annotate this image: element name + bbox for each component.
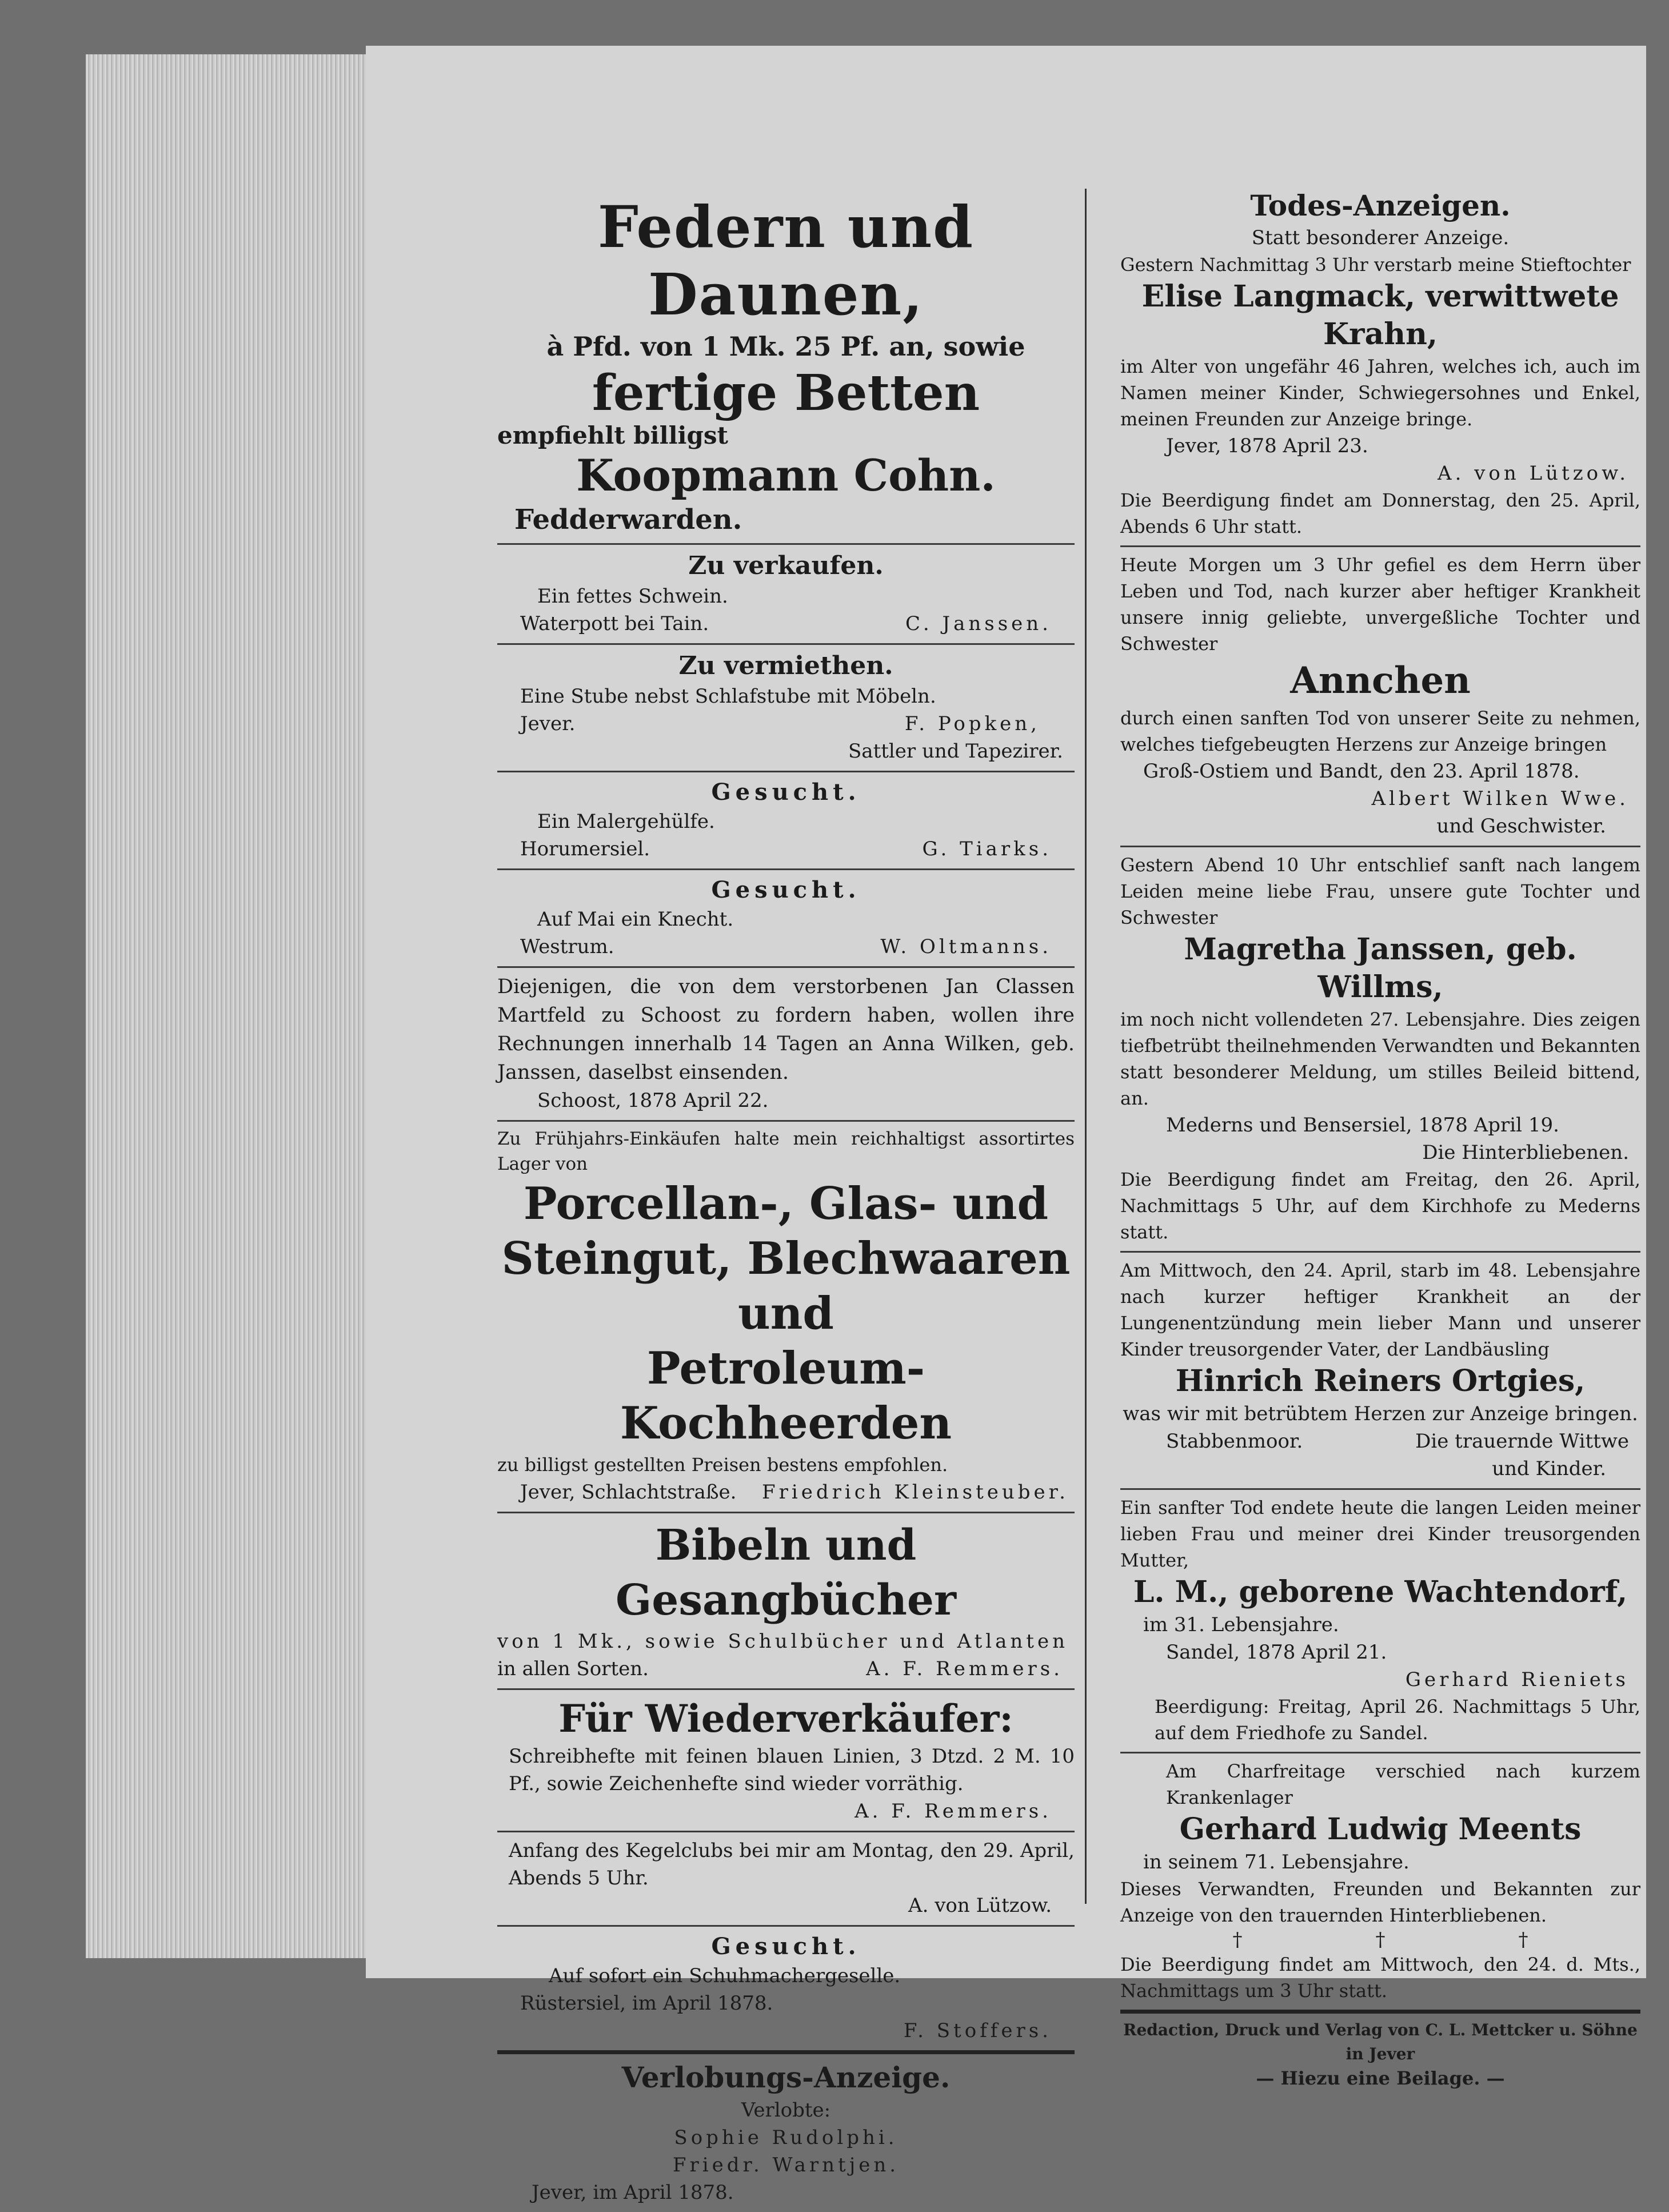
death-notice-langmack-intro: Gestern Nachmittag 3 Uhr verstarb meine Stieftochter — [1120, 254, 1631, 276]
ad-bowling-club — [497, 1832, 1075, 1927]
page-footer — [1120, 2014, 1640, 2096]
cross-icon: † — [1375, 1928, 1385, 1951]
ad-bibles-signature — [497, 1655, 1075, 1683]
death-notice-janssen-signer: Die Hinterbliebenen. — [1422, 1141, 1629, 1164]
ad-wanted-servant-title: Gesucht. — [711, 876, 861, 903]
death-notice-wachtendorf-signer: Gerhard Rieniets — [1405, 1668, 1629, 1691]
ad-for-sale-signature — [497, 610, 1075, 637]
ad-engagement-label: Verlobte: — [741, 2099, 831, 2122]
ad-wanted-servant-line: Auf Mai ein Knecht. — [537, 908, 734, 931]
ad-wanted-shoemaker-line: Auf sofort ein Schuhmachergeselle. — [549, 1964, 901, 1987]
death-notice-janssen-text: im noch nicht vollendeten 27. Lebensjahre. Dies zeigen tiefbetrübt theilnehmenden Verwandten und Bekannten statt besonderer Meldung, um stilles Beileid bittend, an. — [1120, 1009, 1640, 1109]
right-column — [1120, 183, 1640, 2096]
column-divider — [1085, 189, 1087, 1904]
death-notice-ortgies-signature — [1120, 1428, 1640, 1455]
ad-feathers-product: fertige Betten — [592, 364, 980, 422]
death-notice-langmack-signer: A. von Lützow. — [1438, 462, 1629, 485]
left-column — [497, 189, 1075, 2212]
death-notice-ortgies-name: Hinrich Reiners Ortgies, — [1175, 1364, 1586, 1398]
death-notice-wachtendorf-intro: Ein sanfter Tod endete heute die langen Leiden meiner lieben Frau und meiner drei Kinder treusorgenden Mutter, — [1120, 1497, 1640, 1571]
death-notice-annchen — [1120, 547, 1640, 847]
ad-for-rent — [497, 645, 1075, 772]
ad-wanted-servant-name: W. Oltmanns. — [880, 935, 1052, 958]
ad-engagement — [497, 2054, 1075, 2212]
ad-for-rent-trade: Sattler und Tapezirer. — [848, 740, 1063, 763]
ad-porcelain-signature — [497, 1478, 1075, 1506]
ad-porcelain-place: Jever, Schlachtstraße. — [520, 1481, 737, 1504]
ad-porcelain-intro: Zu Frühjahrs-Einkäufen halte mein reichhaltigst assortirtes Lager von — [497, 1129, 1075, 1174]
death-notice-langmack-date: Jever, 1878 April 23. — [1166, 435, 1368, 457]
ad-for-rent-place: Jever. — [520, 712, 576, 735]
death-notice-langmack-funeral: Die Beerdigung findet am Donnerstag, den 25. April, Abends 6 Uhr statt. — [1120, 489, 1640, 537]
ad-bibles-line1: von 1 Mk., sowie Schulbücher und Atlanten — [497, 1630, 1068, 1653]
ad-wanted-painter-title: Gesucht. — [711, 779, 861, 806]
death-notice-langmack — [1120, 183, 1640, 547]
ad-for-sale-name: C. Janssen. — [905, 612, 1052, 635]
footer-supplement: — Hiezu eine Beilage. — — [1256, 2067, 1505, 2089]
ad-wanted-painter-name: G. Tiarks. — [922, 838, 1052, 860]
death-notice-meents-notice: Dieses Verwandten, Freunden und Bekannten zur Anzeige von den trauernden Hinterbliebenen. — [1120, 1878, 1640, 1926]
death-notice-wachtendorf-text: im 31. Lebensjahre. — [1143, 1613, 1339, 1636]
death-notice-ortgies-text: was wir mit betrübtem Herzen zur Anzeige bringen. — [1123, 1402, 1638, 1425]
death-notice-annchen-date: Groß-Ostiem und Bandt, den 23. April 1878. — [1143, 760, 1580, 783]
death-notice-annchen-name: Annchen — [1290, 659, 1471, 702]
death-notice-wachtendorf-funeral: Beerdigung: Freitag, April 26. Nachmittags 5 Uhr, auf dem Friedhofe zu Sandel. — [1155, 1696, 1640, 1744]
death-notice-ortgies-signer1: Die trauernde Wittwe — [1415, 1430, 1629, 1453]
ad-wanted-shoemaker-name: F. Stoffers. — [903, 2019, 1052, 2042]
ad-wanted-shoemaker-place: Rüstersiel, im April 1878. — [520, 1992, 773, 2015]
death-notice-wachtendorf — [1120, 1490, 1640, 1753]
death-notice-ortgies — [1120, 1253, 1640, 1490]
death-notice-annchen-signer2: und Geschwister. — [1436, 815, 1606, 838]
death-notice-janssen-intro: Gestern Abend 10 Uhr entschlief sanft nach langem Leiden meine liebe Frau, unsere gute Tochter und Schwester — [1120, 854, 1640, 928]
death-notice-annchen-signer1: Albert Wilken Wwe. — [1371, 787, 1629, 810]
death-notice-janssen — [1120, 847, 1640, 1253]
ad-wanted-shoemaker — [497, 1927, 1075, 2054]
death-notice-meents-crosses — [1120, 1928, 1640, 1951]
ad-for-sale-place: Waterpott bei Tain. — [520, 612, 709, 635]
ad-wanted-painter-line: Ein Malergehülfe. — [537, 810, 715, 833]
footer-imprint: Redaction, Druck und Verlag von C. L. Mettcker u. Söhne in Jever — [1123, 2020, 1638, 2063]
ad-feathers-place: Fedderwarden. — [514, 504, 742, 536]
death-notice-langmack-text: im Alter von ungefähr 46 Jahren, welches ich, auch im Namen meiner Kinder, Schwiegersohnes und Enkel, meinen Freunden zur Anzeige bringe. — [1120, 356, 1640, 430]
cross-icon: † — [1232, 1928, 1243, 1951]
ad-bibles-name: A. F. Remmers. — [866, 1657, 1063, 1680]
ad-wanted-servant-signature — [497, 933, 1075, 960]
death-notice-langmack-sub: Statt besonderer Anzeige. — [1251, 226, 1510, 249]
ad-wanted-painter-signature — [497, 835, 1075, 863]
ad-resellers — [497, 1690, 1075, 1832]
death-notice-langmack-name: Elise Langmack, verwittwete Krahn, — [1141, 279, 1619, 352]
death-notice-wachtendorf-name: L. M., geborene Wachtendorf, — [1133, 1575, 1628, 1609]
death-notice-ortgies-intro: Am Mittwoch, den 24. April, starb im 48. Lebensjahre nach kurzer heftiger Krankheit an der Lungenentzündung mein lieber Mann und unserer Kinder treusorgender Vater, der Landbäusling — [1120, 1260, 1640, 1360]
ad-resellers-title: Für Wiederverkäufer: — [558, 1696, 1013, 1741]
ad-for-rent-title: Zu vermiethen. — [678, 651, 893, 680]
cross-icon: † — [1518, 1928, 1528, 1951]
ad-for-rent-line: Eine Stube nebst Schlafstube mit Möbeln. — [520, 685, 936, 708]
ad-porcelain — [497, 1122, 1075, 1513]
ad-bowling-name: A. von Lützow. — [908, 1894, 1052, 1917]
ad-engagement-place: Jever, im April 1878. — [532, 2181, 734, 2204]
death-notice-meents-name: Gerhard Ludwig Meents — [1179, 1812, 1582, 1847]
death-notice-meents-funeral: Die Beerdigung findet am Mittwoch, den 24. d. Mts., Nachmittags um 3 Uhr statt. — [1120, 1954, 1640, 2002]
ad-bowling-text: Anfang des Kegelclubs bei mir am Montag, den 29. April, Abends 5 Uhr. — [509, 1839, 1075, 1890]
ad-porcelain-big1: Porcellan-, Glas- und — [523, 1178, 1049, 1230]
death-notice-meents — [1120, 1753, 1640, 2014]
ad-creditors-date: Schoost, 1878 April 22. — [537, 1089, 769, 1112]
ad-porcelain-tail: zu billigst gestellten Preisen bestens empfohlen. — [497, 1454, 948, 1476]
death-notice-janssen-name: Magretha Janssen, geb. Willms, — [1184, 932, 1577, 1005]
death-notice-janssen-funeral: Die Beerdigung findet am Freitag, den 26. April, Nachmittags 5 Uhr, auf dem Kirchhofe zu Mederns statt. — [1120, 1169, 1640, 1243]
ad-feathers-title: Federn und Daunen, — [597, 193, 975, 328]
ad-feathers — [497, 189, 1075, 545]
death-notice-annchen-text: durch einen sanften Tod von unserer Seite zu nehmen, welches tiefgebeugten Herzens zur Anzeige bringen — [1120, 707, 1640, 755]
ad-wanted-servant — [497, 870, 1075, 968]
death-notice-ortgies-place: Stabbenmoor. — [1166, 1430, 1303, 1453]
ad-resellers-name: A. F. Remmers. — [855, 1800, 1052, 1823]
ad-bibles-title: Bibeln und Gesangbücher — [616, 1521, 956, 1625]
ad-for-sale — [497, 545, 1075, 645]
ad-porcelain-name: Friedrich Kleinsteuber. — [762, 1481, 1069, 1504]
ad-porcelain-big3: Petroleum-Kochheerden — [620, 1342, 952, 1449]
ad-engagement-title: Verlobungs-Anzeige. — [621, 2060, 951, 2094]
ad-resellers-text: Schreibhefte mit feinen blauen Linien, 3 Dtzd. 2 M. 10 Pf., sowie Zeichenhefte sind wieder vorräthig. — [509, 1745, 1075, 1795]
ad-engagement-person2: Friedr. Warntjen. — [672, 2154, 900, 2177]
death-notices-header: Todes-Anzeigen. — [1250, 189, 1511, 222]
ad-for-sale-line: Ein fettes Schwein. — [537, 585, 728, 608]
ad-for-sale-title: Zu verkaufen. — [688, 551, 884, 580]
book-page-edges — [86, 54, 406, 1958]
death-notice-meents-text: in seinem 71. Lebensjahre. — [1143, 1851, 1410, 1874]
ad-for-rent-name: F. Popken, — [904, 712, 1040, 735]
ad-wanted-painter-place: Horumersiel. — [520, 838, 650, 860]
death-notice-janssen-date: Mederns und Bensersiel, 1878 April 19. — [1166, 1114, 1559, 1137]
death-notice-ortgies-signer2: und Kinder. — [1492, 1457, 1606, 1480]
ad-creditors-notice — [497, 968, 1075, 1122]
ad-feathers-recommend: empfiehlt billigst — [497, 421, 728, 449]
death-notice-annchen-intro: Heute Morgen um 3 Uhr gefiel es dem Herrn über Leben und Tod, nach kurzer aber heftiger Krankheit unsere innig geliebte, unvergeßliche Tochter und Schwester — [1120, 554, 1640, 655]
ad-feathers-price: à Pfd. von 1 Mk. 25 Pf. an, sowie — [546, 331, 1025, 362]
ad-porcelain-big2: Steingut, Blechwaaren und — [501, 1233, 1071, 1340]
ad-bibles-line2: in allen Sorten. — [497, 1657, 649, 1680]
death-notice-wachtendorf-date: Sandel, 1878 April 21. — [1166, 1641, 1387, 1664]
ad-bibles — [497, 1513, 1075, 1690]
death-notice-meents-intro: Am Charfreitage verschied nach kurzem Krankenlager — [1166, 1760, 1640, 1808]
ad-for-rent-signature — [497, 710, 1075, 738]
ad-wanted-servant-place: Westrum. — [520, 935, 614, 958]
ad-wanted-painter — [497, 772, 1075, 870]
ad-feathers-merchant: Koopmann Cohn. — [576, 450, 996, 501]
ad-engagement-person1: Sophie Rudolphi. — [674, 2126, 898, 2149]
ad-wanted-shoemaker-title: Gesucht. — [711, 1933, 861, 1960]
ad-creditors-text: Diejenigen, die von dem verstorbenen Jan Classen Martfeld zu Schoost zu fordern haben, wollen ihre Rechnungen innerhalb 14 Tagen an Anna Wilken, geb. Janssen, daselbst einsenden. — [497, 975, 1075, 1084]
